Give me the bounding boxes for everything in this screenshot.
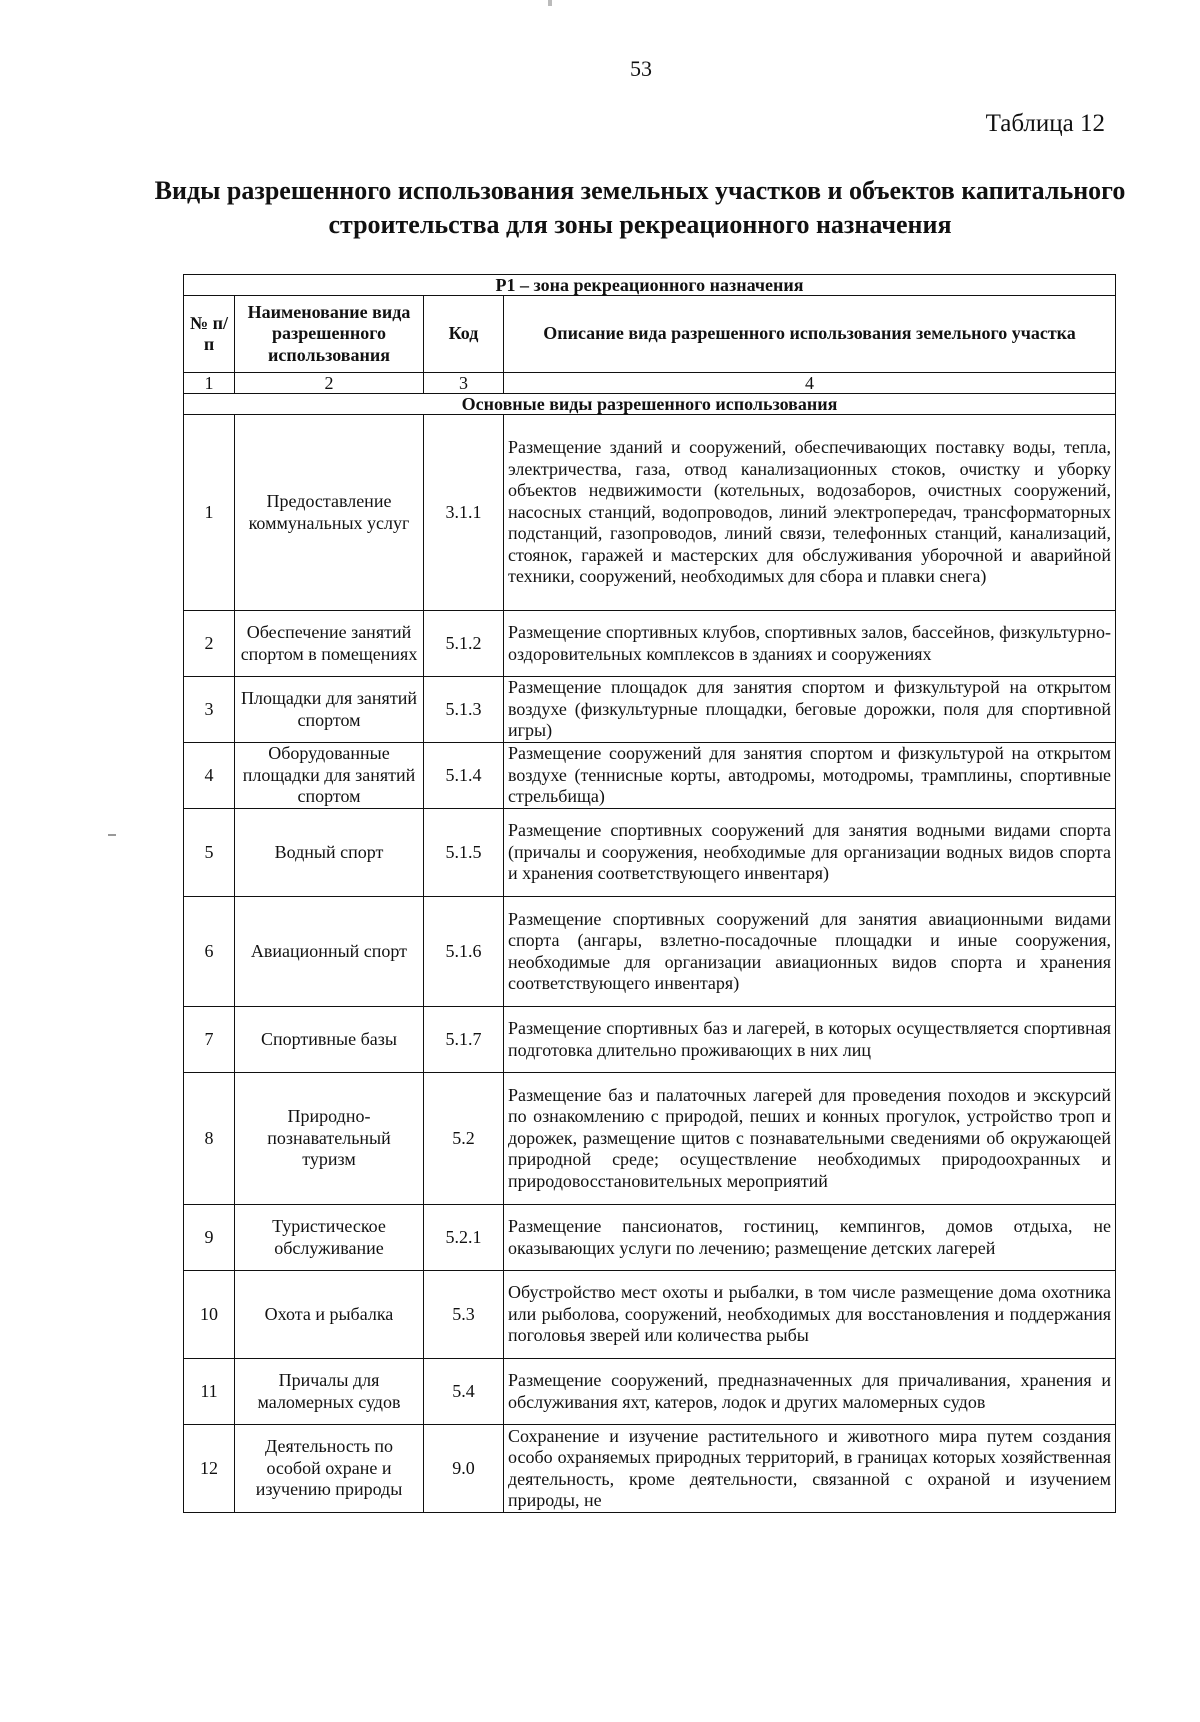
row-number: 6: [184, 897, 235, 1007]
table-caption: Таблица 12: [985, 110, 1105, 137]
table-row: [184, 1271, 1116, 1359]
land-use-table: [183, 274, 1116, 1513]
row-number: 7: [184, 1007, 235, 1073]
row-description: Размещение сооружений для занятия спортом и физкультурой на открытом воздухе (теннисные корты, автодромы, мотодромы, трамплины, спортивные стрельбища): [504, 743, 1116, 809]
column-number: 4: [504, 373, 1116, 394]
row-use-name: Туристическое обслуживание: [235, 1205, 424, 1271]
row-description: Размещение спортивных клубов, спортивных залов, бассейнов, физкультурно-оздоровительных комплексов в зданиях и сооружениях: [504, 611, 1116, 677]
table-row: [184, 415, 1116, 611]
row-number: 10: [184, 1271, 235, 1359]
row-code: 5.2.1: [424, 1205, 504, 1271]
row-number: 8: [184, 1073, 235, 1205]
row-number: 9: [184, 1205, 235, 1271]
table-row: [184, 1073, 1116, 1205]
row-code: 5.1.5: [424, 809, 504, 897]
column-number: 2: [235, 373, 424, 394]
row-code: 5.1.6: [424, 897, 504, 1007]
row-description: Размещение спортивных сооружений для занятия авиационными видами спорта (ангары, взлетно-посадочные площадки и иные сооружения, необходимые для организации авиационных видов спорта и хранения соответствующего инвентаря): [504, 897, 1116, 1007]
row-description: Размещение спортивных баз и лагерей, в которых осуществляется спортивная подготовка длительно проживающих в них лиц: [504, 1007, 1116, 1073]
row-use-name: Деятельность по особой охране и изучению природы: [235, 1425, 424, 1513]
row-code: 5.1.4: [424, 743, 504, 809]
header-description: Описание вида разрешенного использования земельного участка: [504, 296, 1116, 373]
row-description: Обустройство мест охоты и рыбалки, в том числе размещение дома охотника или рыболова, сооружений, необходимых для восстановления и поддержания поголовья зверей или количества рыбы: [504, 1271, 1116, 1359]
scan-mark: [548, 0, 552, 6]
row-use-name: Природно-познавательный туризм: [235, 1073, 424, 1205]
row-code: 5.1.3: [424, 677, 504, 743]
row-use-name: Водный спорт: [235, 809, 424, 897]
table-row: [184, 611, 1116, 677]
document-title: Виды разрешенного использования земельных участков и объектов капитального строительства для зоны рекреационного назначения: [154, 176, 1126, 239]
zone-title: Р1 – зона рекреационного назначения: [184, 275, 1116, 296]
column-number: 1: [184, 373, 235, 394]
table-row: [184, 897, 1116, 1007]
row-use-name: Охота и рыбалка: [235, 1271, 424, 1359]
page-number: 53: [630, 56, 652, 81]
row-number: 4: [184, 743, 235, 809]
row-number: 11: [184, 1359, 235, 1425]
row-description: Размещение зданий и сооружений, обеспечивающих поставку воды, тепла, электричества, газа, отвод канализационных стоков, очистку и уборку объектов недвижимости (котельных, водозаборов, очистных сооружений, насосных станций, водопроводов, линий электропередач, трансформаторных подстанций, газопроводов, линий связи, телефонных станций, канализаций, стоянок, гаражей и мастерских для обслуживания уборочной и аварийной техники, сооружений, необходимых для сбора и плавки снега): [504, 415, 1116, 611]
row-description: Сохранение и изучение растительного и животного мира путем создания особо охраняемых природных территорий, в границах которых хозяйственная деятельность, кроме деятельности, связанной с охраной и изучением природы, не: [504, 1425, 1116, 1513]
row-description: Размещение площадок для занятия спортом и физкультурой на открытом воздухе (физкультурные площадки, беговые дорожки, поля для спортивной игры): [504, 677, 1116, 743]
row-use-name: Площадки для занятий спортом: [235, 677, 424, 743]
column-number: 3: [424, 373, 504, 394]
row-use-name: Обеспечение занятий спортом в помещениях: [235, 611, 424, 677]
row-use-name: Оборудованные площадки для занятий спортом: [235, 743, 424, 809]
row-use-name: Спортивные базы: [235, 1007, 424, 1073]
row-code: 3.1.1: [424, 415, 504, 611]
table-row: [184, 1359, 1116, 1425]
row-use-name: Причалы для маломерных судов: [235, 1359, 424, 1425]
row-description: Размещение пансионатов, гостиниц, кемпингов, домов отдыха, не оказывающих услуги по лечению; размещение детских лагерей: [504, 1205, 1116, 1271]
header-num: № п/п: [184, 296, 235, 373]
header-code: Код: [424, 296, 504, 373]
row-description: Размещение спортивных сооружений для занятия водными видами спорта (причалы и сооружения, необходимые для организации водных видов спорта и хранения соответствующего инвентаря): [504, 809, 1116, 897]
row-number: 3: [184, 677, 235, 743]
header-name: Наименование вида разрешенного использования: [235, 296, 424, 373]
row-use-name: Предоставление коммунальных услуг: [235, 415, 424, 611]
row-code: 9.0: [424, 1425, 504, 1513]
table-row: [184, 677, 1116, 743]
row-code: 5.1.7: [424, 1007, 504, 1073]
row-code: 5.1.2: [424, 611, 504, 677]
row-number: 12: [184, 1425, 235, 1513]
row-code: 5.2: [424, 1073, 504, 1205]
margin-mark: [108, 834, 116, 836]
row-number: 5: [184, 809, 235, 897]
row-code: 5.4: [424, 1359, 504, 1425]
row-number: 1: [184, 415, 235, 611]
row-use-name: Авиационный спорт: [235, 897, 424, 1007]
row-description: Размещение баз и палаточных лагерей для проведения походов и экскурсий по ознакомлению с природой, пеших и конных прогулок, устройство троп и дорожек, размещение щитов с познавательными сведениями об окружающей природной среде; осуществление необходимых природоохранных и природовосстановительных мероприятий: [504, 1073, 1116, 1205]
table-row: [184, 1205, 1116, 1271]
section-title: Основные виды разрешенного использования: [184, 394, 1116, 415]
table-row: [184, 1425, 1116, 1513]
row-number: 2: [184, 611, 235, 677]
table-row: [184, 809, 1116, 897]
table-row: [184, 1007, 1116, 1073]
row-description: Размещение сооружений, предназначенных для причаливания, хранения и обслуживания яхт, катеров, лодок и других маломерных судов: [504, 1359, 1116, 1425]
row-code: 5.3: [424, 1271, 504, 1359]
table-row: [184, 743, 1116, 809]
